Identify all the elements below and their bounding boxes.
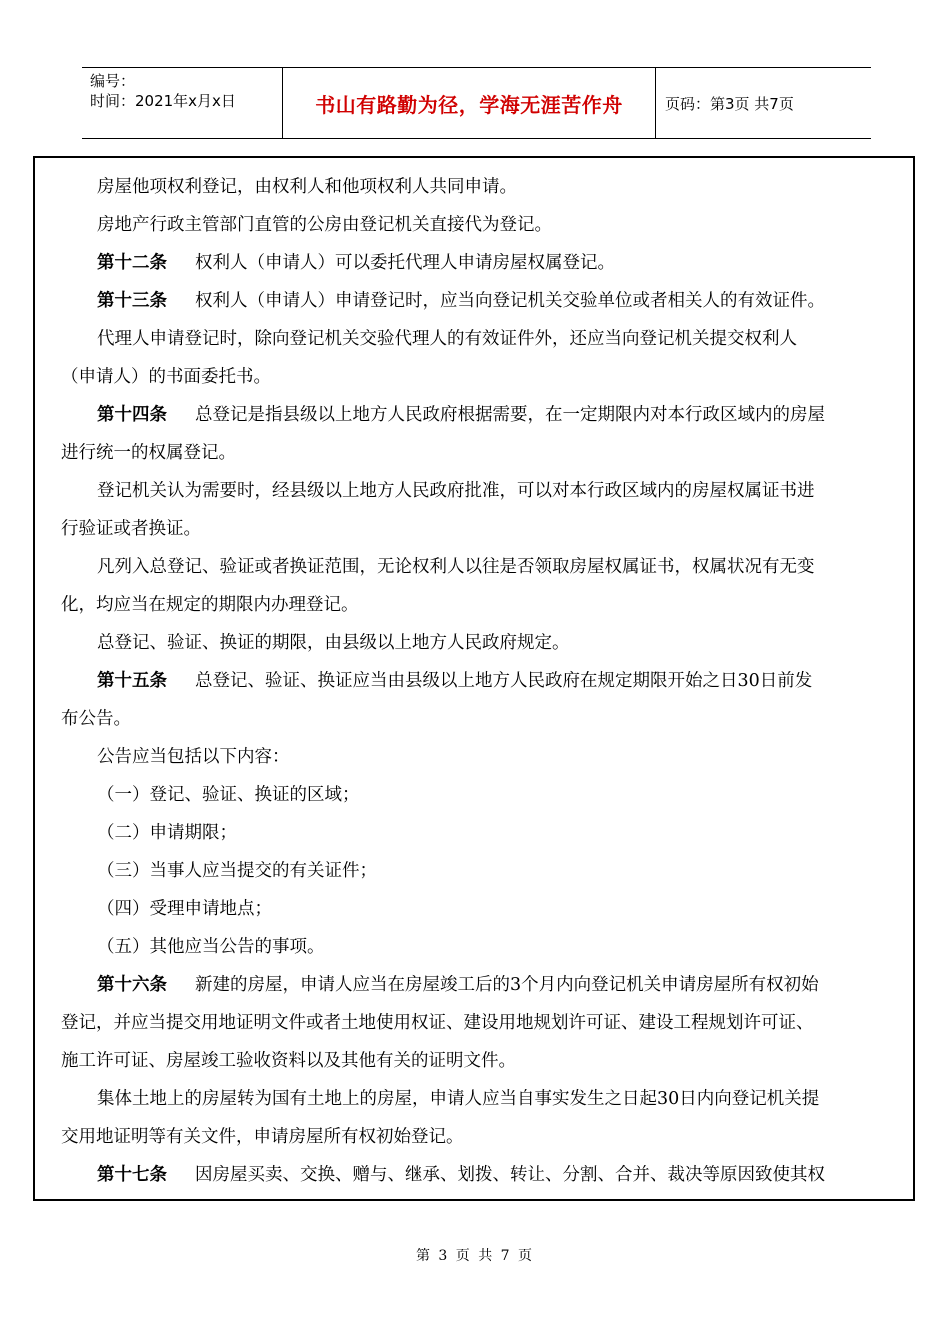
paragraph-text: 房屋他项权利登记，由权利人和他项权利人共同申请。 — [97, 177, 517, 197]
paragraph — [61, 890, 893, 928]
paragraph — [61, 966, 893, 1080]
paragraph — [61, 168, 893, 206]
paragraph-line — [61, 548, 893, 586]
paragraph — [61, 738, 893, 776]
paragraph-line — [61, 472, 893, 510]
paragraph-text: 代理人申请登记时，除向登记机关交验代理人的有效证件外，还应当向登记机关提交权利人 — [97, 329, 797, 349]
paragraph-line — [61, 282, 893, 320]
page-footer: 第 3 页 共 7 页 — [415, 1248, 535, 1264]
header-page-cell — [655, 68, 871, 138]
header-table — [82, 67, 871, 139]
article-number: 第十六条 — [97, 975, 167, 995]
paragraph — [61, 548, 893, 624]
paragraph-continuation: 交用地证明等有关文件，申请房屋所有权初始登记。 — [61, 1127, 464, 1147]
paragraph — [61, 472, 893, 548]
paragraph-text: 新建的房屋，申请人应当在房屋竣工后的3个月内向登记机关申请房屋所有权初始 — [195, 975, 819, 995]
paragraph-line — [61, 624, 893, 662]
paragraph-text: 因房屋买卖、交换、赠与、继承、划拨、转让、分割、合并、裁决等原因致使其权 — [195, 1165, 825, 1185]
document-content — [61, 168, 893, 1194]
paragraph-line — [61, 244, 893, 282]
paragraph-text: （五）其他应当公告的事项。 — [97, 937, 325, 957]
paragraph — [61, 1156, 893, 1194]
paragraph-text: 凡列入总登记、验证或者换证范围，无论权利人以往是否领取房屋权属证书，权属状况有无变 — [97, 557, 815, 577]
paragraph-continuation: 布公告。 — [61, 709, 131, 729]
paragraph-line — [61, 662, 893, 700]
paragraph — [61, 814, 893, 852]
document-body-frame — [33, 156, 915, 1201]
paragraph-text: 总登记、验证、换证应当由县级以上地方人民政府在规定期限开始之日30日前发 — [195, 671, 813, 691]
paragraph-line — [61, 738, 893, 776]
article-number: 第十二条 — [97, 253, 167, 273]
paragraph-text: （三）当事人应当提交的有关证件； — [97, 861, 377, 881]
page-info: 页码：第3页 共7页 — [665, 94, 794, 113]
paragraph-text: 总登记、验证、换证的期限，由县级以上地方人民政府规定。 — [97, 633, 570, 653]
paragraph-line — [61, 966, 893, 1004]
article-number: 第十四条 — [97, 405, 167, 425]
paragraph-line — [61, 320, 893, 358]
paragraph-text: 权利人（申请人）申请登记时，应当向登记机关交验单位或者相关人的有效证件。 — [195, 291, 825, 311]
paragraph — [61, 396, 893, 472]
paragraph-line — [61, 776, 893, 814]
paragraph-text: 集体土地上的房屋转为国有土地上的房屋，申请人应当自事实发生之日起30日内向登记机关提 — [97, 1089, 820, 1109]
motto-text: 书山有路勤为径，学海无涯苦作舟 — [315, 92, 623, 117]
date-label: 时间：2021年x月x日 — [90, 92, 236, 110]
paragraph-text: 登记机关认为需要时，经县级以上地方人民政府批准，可以对本行政区域内的房屋权属证书进 — [97, 481, 815, 501]
paragraph — [61, 662, 893, 738]
paragraph-continuation: 施工许可证、房屋竣工验收资料以及其他有关的证明文件。 — [61, 1051, 516, 1071]
paragraph — [61, 206, 893, 244]
number-label: 编号： — [90, 72, 136, 90]
article-number: 第十七条 — [97, 1165, 167, 1185]
paragraph-text: 公告应当包括以下内容： — [97, 747, 290, 767]
paragraph-continuation: 登记，并应当提交用地证明文件或者土地使用权证、建设用地规划许可证、建设工程规划许可证、 — [61, 1013, 814, 1033]
paragraph-line — [61, 396, 893, 434]
article-number: 第十五条 — [97, 671, 167, 691]
paragraph — [61, 244, 893, 282]
paragraph — [61, 1080, 893, 1156]
paragraph — [61, 624, 893, 662]
paragraph-line — [61, 852, 893, 890]
article-number: 第十三条 — [97, 291, 167, 311]
paragraph-text: （四）受理申请地点； — [97, 899, 272, 919]
paragraph — [61, 928, 893, 966]
paragraph-line — [61, 814, 893, 852]
paragraph-line — [61, 928, 893, 966]
paragraph — [61, 776, 893, 814]
paragraph-line — [61, 1156, 893, 1194]
paragraph-continuation: （申请人）的书面委托书。 — [61, 367, 271, 387]
paragraph-line — [61, 1080, 893, 1118]
paragraph-line — [61, 206, 893, 244]
paragraph-continuation: 进行统一的权属登记。 — [61, 443, 236, 463]
paragraph-text: （二）申请期限； — [97, 823, 237, 843]
paragraph — [61, 320, 893, 396]
paragraph-continuation: 行验证或者换证。 — [61, 519, 201, 539]
paragraph-text: 权利人（申请人）可以委托代理人申请房屋权属登记。 — [195, 253, 615, 273]
paragraph — [61, 852, 893, 890]
paragraph-text: 总登记是指县级以上地方人民政府根据需要，在一定期限内对本行政区域内的房屋 — [195, 405, 825, 425]
paragraph-line — [61, 890, 893, 928]
paragraph-text: 房地产行政主管部门直管的公房由登记机关直接代为登记。 — [97, 215, 552, 235]
paragraph — [61, 282, 893, 320]
paragraph-continuation: 化，均应当在规定的期限内办理登记。 — [61, 595, 359, 615]
header-motto-cell — [282, 68, 656, 138]
header-left-cell — [82, 68, 282, 138]
paragraph-line — [61, 168, 893, 206]
paragraph-text: （一）登记、验证、换证的区域； — [97, 785, 360, 805]
